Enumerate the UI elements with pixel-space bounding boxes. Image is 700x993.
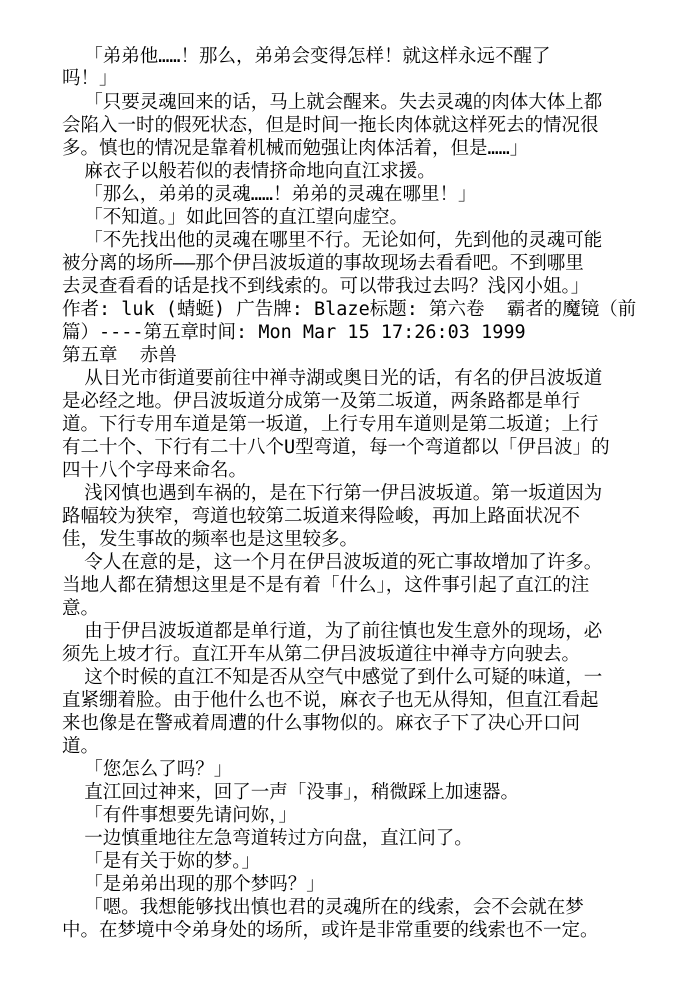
text-line: 「不先找出他的灵魂在哪里不行。无论如何，先到他的灵魂可能	[62, 230, 603, 251]
text-line: 多。慎也的情况是靠着机械而勉强让肉体活着，但是……」	[62, 138, 529, 159]
text-line: 「只要灵魂回来的话，马上就会醒来。失去灵魂的肉体大体上都	[62, 92, 603, 113]
text-line: 从日光市街道要前往中禅寺湖或奥日光的话，有名的伊吕波坂道	[62, 368, 603, 389]
text-line: 道。	[62, 736, 100, 757]
text-line: 「是有关于妳的梦。」	[62, 851, 261, 872]
text-line: 当地人都在猜想这里是不是有着「什么」，这件事引起了直江的注	[62, 575, 590, 596]
text-line: 「有件事想要先请问妳，」	[62, 805, 298, 826]
text-line: 道。下行专用车道是第一坂道，上行专用车道则是第二坂道；上行	[62, 414, 599, 435]
article-header: 篇）----第五章时间: Mon Mar 15 17:26:03 1999	[62, 322, 526, 343]
text-line: 中。在梦境中令弟身处的场所，或许是非常重要的线索也不一定。	[62, 920, 599, 941]
text-line: 来也像是在警戒着周遭的什么事物似的。麻衣子下了决心开口问	[62, 713, 581, 734]
text-line: 须先上坡才行。直江开车从第二伊吕波坂道往中禅寺方向驶去。	[62, 644, 581, 665]
chapter-title: 第五章 赤兽	[62, 345, 177, 366]
text-line: 「弟弟他……！那么，弟弟会变得怎样！就这样永远不醒了	[62, 46, 551, 67]
text-line: 「您怎么了吗？」	[62, 759, 233, 780]
text-line: 是必经之地。伊吕波坂道分成第一及第二坂道，两条路都是单行	[62, 391, 581, 412]
text-line: 意。	[62, 598, 100, 619]
text-line: 直紧绷着脸。由于他什么也不说，麻衣子也无从得知，但直江看起	[62, 690, 599, 711]
text-line: 令人在意的是，这一个月在伊吕波坂道的死亡事故增加了许多。	[62, 552, 603, 573]
text-line: 吗！」	[62, 68, 118, 89]
text-line: 去灵查看看的话是找不到线索的。可以带我过去吗？浅冈小姐。」	[62, 276, 590, 297]
text-line: 「嗯。我想能够找出慎也君的灵魂所在的线索，会不会就在梦	[62, 897, 584, 918]
text-line: 「不知道。」如此回答的直江望向虚空。	[62, 207, 409, 228]
text-line: 四十八个字母来命名。	[62, 460, 248, 481]
text-line: 佳，发生事故的频率也是这里较多。	[62, 529, 359, 550]
text-line: 有二十个、下行有二十八个U型弯道，每一个弯道都以「伊吕波」的	[62, 437, 610, 458]
text-line: 麻衣子以般若似的表情挤命地向直江求援。	[62, 161, 436, 182]
article-header: 作者: luk (蜻蜓) 广告牌: Blaze标题: 第六卷 霸者的魔镜（前	[62, 299, 637, 320]
text-line: 由于伊吕波坂道都是单行道，为了前往慎也发生意外的现场，必	[62, 621, 603, 642]
text-line: 被分离的场所——那个伊吕波坂道的事故现场去看看吧。不到哪里	[62, 253, 584, 274]
text-line: 直江回过神来，回了一声「没事」，稍微踩上加速器。	[62, 782, 520, 803]
text-line: 一边慎重地往左急弯道转过方向盘，直江问了。	[62, 828, 473, 849]
text-line: 「是弟弟出现的那个梦吗？」	[62, 874, 325, 895]
text-line: 浅冈慎也遇到车祸的，是在下行第一伊吕波坂道。第一坂道因为	[62, 483, 603, 504]
text-line: 会陷入一时的假死状态，但是时间一拖长肉体就这样死去的情况很	[62, 115, 599, 136]
text-line: 这个时候的直江不知是否从空气中感觉了到什么可疑的味道，一	[62, 667, 603, 688]
text-line: 路幅较为狭窄，弯道也较第二坂道来得险峻，再加上路面状况不	[62, 506, 581, 527]
text-line: 「那么，弟弟的灵魂……！弟弟的灵魂在哪里！」	[62, 184, 477, 205]
